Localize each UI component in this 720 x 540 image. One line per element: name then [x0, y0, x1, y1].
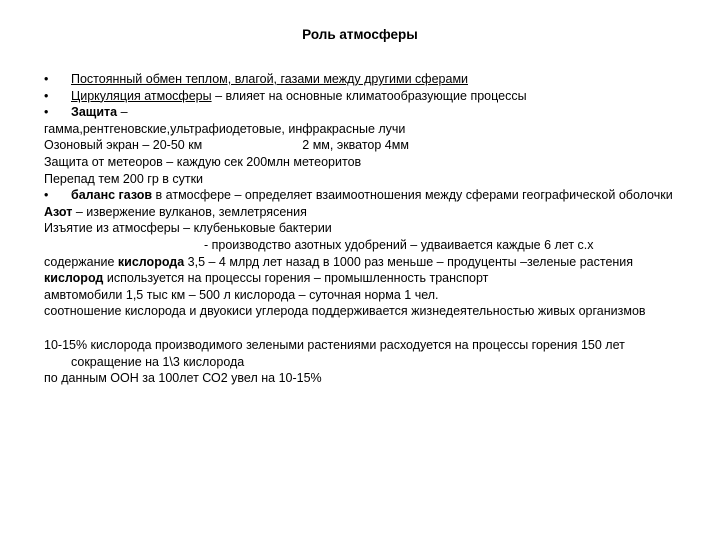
text-line-rays: гамма,рентгеновские,ультрафиодетовые, инфракрасные лучи — [44, 121, 406, 136]
bullet-icon: • — [44, 72, 49, 86]
text-line-oxygen-content: содержание кислорода 3,5 – 4 млрд лет назад в 1000 раз меньше – продуценты –зеленые растения — [44, 254, 634, 269]
text-line-oxygen-use: кислород используется на процессы горения – промышленность транспорт — [44, 271, 489, 286]
list-item-circulation: • Циркуляция атмосферы – влияет на основные климатообразующие процессы — [44, 88, 527, 103]
spacer — [44, 320, 684, 337]
slide-body — [44, 71, 684, 387]
text-line-ratio: соотношение кислорода и двуокиси углерода поддерживается жизнедеятельностью живых организмов — [44, 304, 646, 319]
list-item-exchange: • Постоянный обмен теплом, влагой, газами между другими сферами — [44, 72, 469, 86]
text-line-cars: амвтомобили 1,5 тыс км – 500 л кислорода – суточная норма 1 чел. — [44, 287, 439, 302]
text-line-temperature: Перепад тем 200 гр в сутки — [44, 171, 204, 186]
text-line-combustion: 10-15% кислорода производимого зелеными растениями расходуется на процессы горения 150 лет сокращение на 1\3 кислорода — [44, 337, 625, 369]
text-line-nitrogen: Азот – извержение вулканов, землетрясения — [44, 204, 307, 219]
text-line-meteors: Защита от метеоров – каждую сек 200млн метеоритов — [44, 154, 362, 169]
text-line-removal: Изъятие из атмосферы – клубеньковые бактерии — [44, 221, 332, 236]
bullet-icon: • — [44, 105, 49, 120]
bullet-icon: • — [44, 88, 49, 103]
text-line-fertilizers: - производство азотных удобрений – удваивается каждые 6 лет с.х — [204, 237, 594, 252]
slide-title: Роль атмосферы — [302, 27, 418, 42]
text-line-un-data: по данным ООН за 100лет СО2 увел на 10-15% — [44, 371, 322, 386]
text-line-ozone: Озоновый экран – 20-50 км 2 мм, экватор 4мм — [44, 138, 409, 153]
bullet-icon: • — [44, 188, 49, 203]
list-item-gas-balance: • баланс газов в атмосфере – определяет взаимоотношения между сферами географической оболочки — [44, 188, 673, 203]
list-item-protection: • Защита – — [44, 105, 128, 120]
